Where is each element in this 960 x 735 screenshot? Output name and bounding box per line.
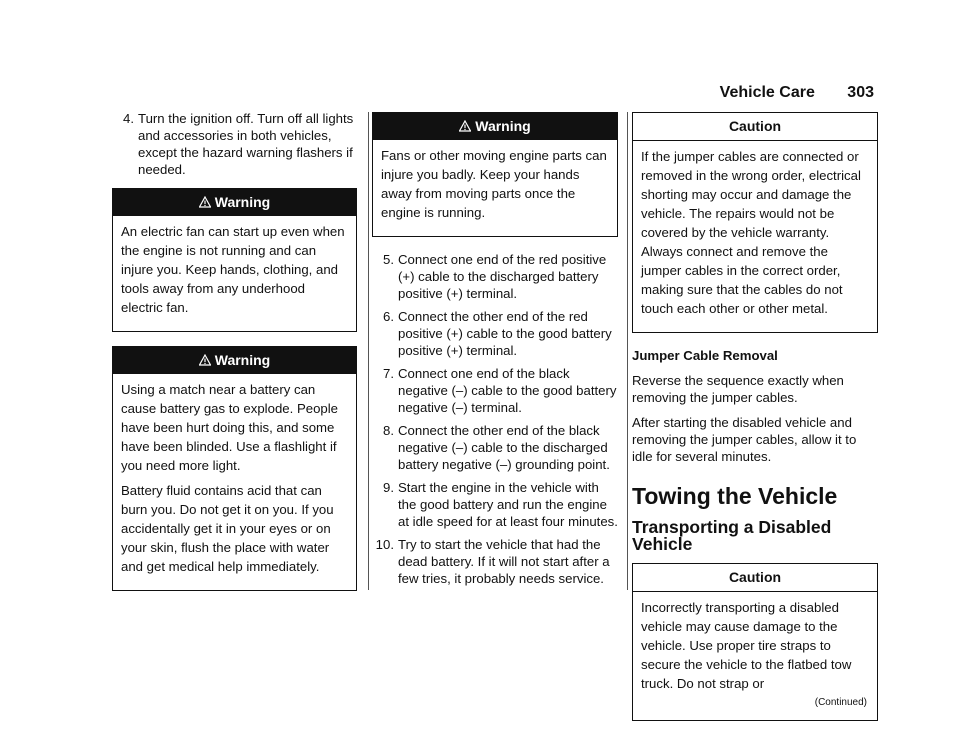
paragraph: After starting the disabled vehicle and removing the jumper cables, allow it to idle for several minutes. [632,415,857,464]
step-number: 8. [383,423,394,438]
caution-text: Incorrectly transporting a disabled vehicle may cause damage to the vehicle. Use proper tire straps to secure the vehicle to the flatbed tow truck. Do not strap or [641,600,852,691]
subsection-heading: Transporting a Disabled Vehicle [632,517,832,554]
step-number: 10. [375,537,394,552]
warning-title: Warning [214,194,271,210]
warning-box-battery [112,346,357,591]
step-text: Connect one end of the red positive (+) cable to the discharged battery positive (+) terminal. [398,252,607,301]
step-item [372,422,618,473]
page-number: 303 [847,84,874,101]
warning-triangle-icon [199,354,211,366]
warning-text-2: Battery fluid contains acid that can burn you. Do not get it on you. If you accidentally get it in your eyes or on your skin, flush the place with water and get medical help immediately. [121,483,334,574]
step-text: Try to start the vehicle that had the dead battery. If it will not start after a few tries, it probably needs service. [398,537,610,586]
warning-header [113,189,356,216]
caution-body [633,141,877,332]
column-divider-1 [368,112,369,590]
column-1 [112,110,357,605]
warning-text: Fans or other moving engine parts can injure you badly. Keep your hands away from moving parts once the engine is running. [381,148,607,220]
step-number: 7. [383,366,394,381]
warning-title: Warning [214,352,271,368]
step-item [372,308,618,359]
warning-box-moving-parts [372,112,618,237]
warning-body [373,140,617,236]
step-item [112,110,357,178]
continued-label: (Continued) [814,697,867,708]
warning-header [113,347,356,374]
step-item [372,536,618,587]
caution-box-jumper [632,112,878,333]
step-number: 4. [123,111,134,126]
step-text: Connect the other end of the black negative (–) cable to the discharged battery negative (–) grounding point. [398,423,610,472]
caution-box-transport [632,563,878,721]
caution-header: Caution [633,564,877,592]
warning-triangle-icon [459,120,471,132]
caution-text: If the jumper cables are connected or removed in the wrong order, electrical shorting may occur and damage the vehicle. The repairs would not be covered by the vehicle warranty. Always connect and remove the jumper cables in the correct order, making sure that the cables do not touch each other or other metal. [641,149,861,316]
warning-triangle-icon [199,196,211,208]
step-text: Connect the other end of the red positive (+) cable to the good battery positive (+) terminal. [398,309,612,358]
warning-body [113,374,356,590]
column-divider-2 [627,112,628,590]
paragraph: Reverse the sequence exactly when removing the jumper cables. [632,373,844,405]
section-title: Vehicle Care [719,84,815,101]
warning-header [373,113,617,140]
column-3 [632,110,878,735]
warning-text: An electric fan can start up even when the engine is not running and can injure you. Keep hands, clothing, and tools away from any underhood electric fan. [121,224,345,315]
section-heading: Towing the Vehicle [632,483,838,509]
subsection-title: Jumper Cable Removal [632,348,778,363]
step-item [372,251,618,302]
step-text: Start the engine in the vehicle with the good battery and run the engine at idle speed for at least four minutes. [398,480,618,529]
step-number: 9. [383,480,394,495]
warning-text-1: Using a match near a battery can cause battery gas to explode. People have been hurt doing this, and some have been blinded. Use a flashlight if you need more light. [121,382,339,473]
warning-body [113,216,356,331]
step-number: 5. [383,252,394,267]
caution-header: Caution [633,113,877,141]
page-header [720,84,874,102]
step-number: 6. [383,309,394,324]
column-2 [372,110,618,593]
step-item [372,365,618,416]
step-text: Turn the ignition off. Turn off all lights and accessories in both vehicles, except the hazard warning flashers if needed. [138,111,354,177]
caution-body [633,592,877,720]
warning-box-fan [112,188,357,332]
step-text: Connect one end of the black negative (–) cable to the good battery negative (–) terminal. [398,366,617,415]
warning-title: Warning [475,118,531,134]
step-item [372,479,618,530]
